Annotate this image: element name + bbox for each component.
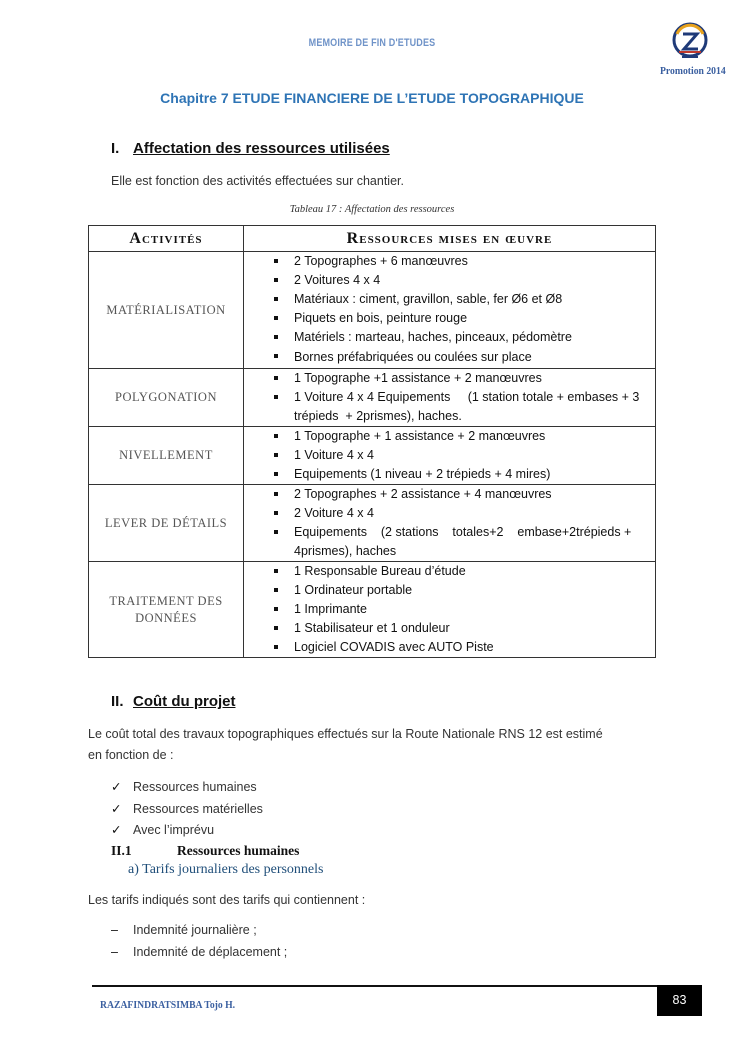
promotion-label: Promotion 2014: [660, 65, 726, 77]
resource-item: 1 Ordinateur portable: [244, 581, 647, 600]
checkmark-icon: ✓: [111, 780, 122, 794]
table-row: [89, 485, 656, 562]
resource-item: Piquets en bois, peinture rouge: [244, 309, 647, 328]
checklist-label: Ressources humaines: [133, 780, 257, 794]
header-resources: Ressources mises en œuvre: [244, 226, 656, 252]
resource-item: 2 Topographes + 6 manœuvres: [244, 252, 647, 271]
resource-item: Equipements (1 niveau + 2 trépieds + 4 mires): [244, 465, 647, 484]
dash-list-label: Indemnité journalière ;: [133, 923, 257, 937]
header-activities: Activités: [89, 226, 244, 252]
resource-item: 1 Imprimante: [244, 600, 647, 619]
section-1-number: I.: [111, 140, 120, 157]
page-number: 83: [657, 985, 702, 1016]
checkmark-icon: ✓: [111, 802, 122, 816]
section-2-heading: [111, 693, 235, 710]
resource-item: Matériaux : ciment, gravillon, sable, fer Ø6 et Ø8: [244, 290, 647, 309]
chapter-title: Chapitre 7 ETUDE FINANCIERE DE L’ETUDE TOPOGRAPHIQUE: [160, 90, 584, 106]
subsection-number: II.1: [111, 843, 132, 858]
section-2-intro-line2: en fonction de :: [88, 748, 174, 762]
checklist-item: [111, 801, 263, 816]
resource-item: Equipements (2 stations totales+2 embase+2trépieds + 4prismes), haches: [244, 523, 647, 561]
resource-item: 1 Responsable Bureau d’étude: [244, 562, 647, 581]
subsection-heading: [111, 843, 299, 859]
dash-bullet-icon: –: [111, 923, 118, 937]
resource-item: 1 Topographe + 1 assistance + 2 manœuvres: [244, 427, 647, 446]
section-2-intro-line1: Le coût total des travaux topographiques effectués sur la Route Nationale RNS 12 est estimé: [88, 727, 603, 741]
activity-cell: TRAITEMENT DES DONNÉES: [89, 562, 244, 658]
resource-item: 2 Voiture 4 x 4: [244, 504, 647, 523]
table-row: [89, 252, 656, 369]
promotion-logo-icon: [670, 22, 710, 66]
resource-item: 1 Stabilisateur et 1 onduleur: [244, 619, 647, 638]
subsection-title: Ressources humaines: [177, 843, 300, 858]
table-header-row: [89, 226, 656, 252]
activity-cell: LEVER DE DÉTAILS: [89, 485, 244, 562]
table-row: [89, 562, 656, 658]
checklist-item: [111, 779, 257, 794]
resource-item: Matériels : marteau, haches, pinceaux, pédomètre: [244, 328, 647, 347]
checklist-label: Avec l’imprévu: [133, 823, 215, 837]
resource-item: 1 Topographe +1 assistance + 2 manœuvres: [244, 369, 647, 388]
table-row: [89, 427, 656, 485]
checklist-label: Ressources matérielles: [133, 802, 263, 816]
resource-item: 2 Voitures 4 x 4: [244, 271, 647, 290]
resource-item: 2 Topographes + 2 assistance + 4 manœuvres: [244, 485, 647, 504]
resources-cell: [244, 485, 656, 562]
dash-list-label: Indemnité de déplacement ;: [133, 945, 288, 959]
section-2-number: II.: [111, 693, 124, 710]
resources-cell: [244, 369, 656, 427]
section-1-title: Affectation des ressources utilisées: [133, 140, 390, 157]
subsubsection-heading: a) Tarifs journaliers des personnels: [128, 862, 324, 877]
resource-item: 1 Voiture 4 x 4: [244, 446, 647, 465]
resources-cell: [244, 562, 656, 658]
subsection-paragraph: Les tarifs indiqués sont des tarifs qui contiennent :: [88, 893, 366, 907]
resource-item: Bornes préfabriquées ou coulées sur place: [244, 347, 647, 368]
footer-author: RAZAFINDRATSIMBA Tojo H.: [100, 999, 236, 1011]
resources-table: [88, 225, 656, 658]
table-row: [89, 369, 656, 427]
activity-cell: POLYGONATION: [89, 369, 244, 427]
dash-list-item: [111, 945, 287, 959]
resource-item: Logiciel COVADIS avec AUTO Piste: [244, 638, 647, 657]
checkmark-icon: ✓: [111, 823, 122, 837]
table-caption: Tableau 17 : Affectation des ressources: [289, 204, 455, 215]
running-header-title: MEMOIRE DE FIN D'ETUDES: [308, 37, 436, 49]
section-1-intro: Elle est fonction des activités effectuées sur chantier.: [111, 174, 404, 188]
dash-list-item: [111, 923, 257, 937]
footer-divider: [92, 985, 702, 987]
activity-cell: MATÉRIALISATION: [89, 252, 244, 369]
checklist-item: [111, 822, 214, 837]
resources-cell: [244, 427, 656, 485]
section-1-heading: [111, 140, 390, 157]
section-2-title: Coût du projet: [133, 693, 236, 710]
dash-bullet-icon: –: [111, 945, 118, 959]
resource-item: 1 Voiture 4 x 4 Equipements (1 station totale + embases + 3 trépieds + 2prismes), haches.: [244, 388, 647, 426]
activity-cell: NIVELLEMENT: [89, 427, 244, 485]
resources-cell: [244, 252, 656, 369]
